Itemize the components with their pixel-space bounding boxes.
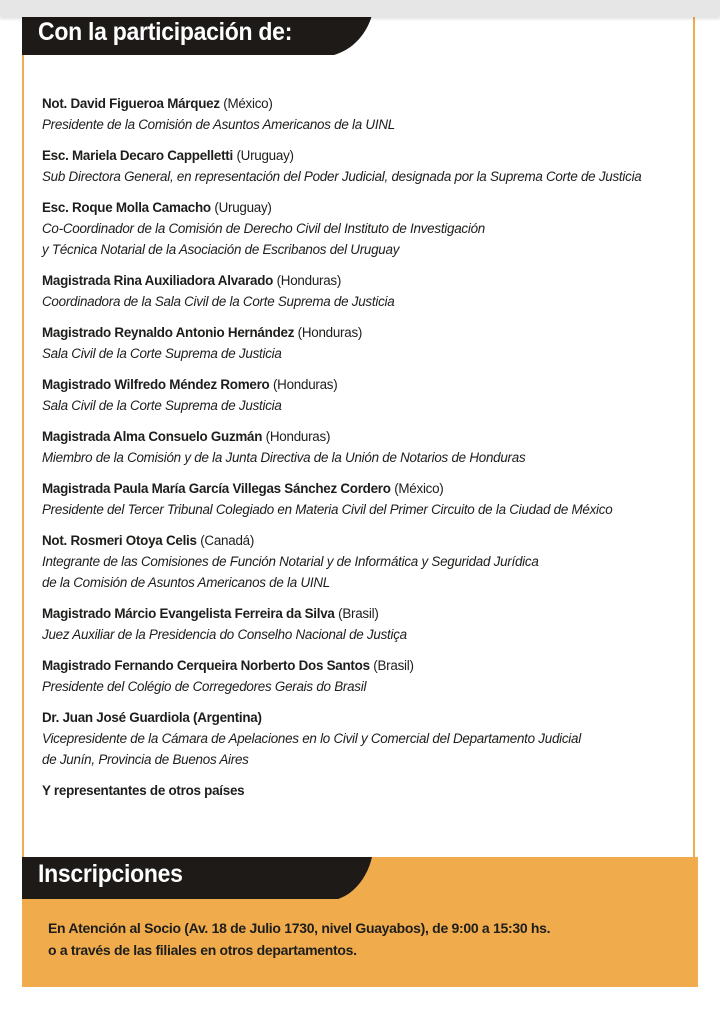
participant-country: (Brasil) [373, 658, 414, 673]
participant-item [42, 530, 692, 593]
participant-role: Coordinadora de la Sala Civil de la Corte Suprema de Justicia [42, 294, 395, 309]
participant-role: Sala Civil de la Corte Suprema de Justicia [42, 346, 282, 361]
participant-country: (México) [223, 96, 273, 111]
participant-country: (Uruguay) [214, 200, 272, 215]
participant-country: (Argentina) [193, 710, 262, 725]
participant-name: Magistrado Márcio Evangelista Ferreira da Silva [42, 606, 335, 621]
participation-title: Con la participación de: [38, 18, 293, 46]
participant-item [42, 374, 692, 416]
participant-name: Magistrada Alma Consuelo Guzmán [42, 429, 263, 444]
participation-header [22, 15, 372, 55]
participant-role: Miembro de la Comisión y de la Junta Directiva de la Unión de Notarios de Honduras [42, 450, 526, 465]
participant-name: Dr. Juan José Guardiola [42, 710, 190, 725]
participant-item [42, 478, 692, 520]
participant-role: Presidente del Colégio de Corregedores Gerais do Brasil [42, 679, 367, 694]
participant-role: y Técnica Notarial de la Asociación de Escribanos del Uruguay [42, 242, 400, 257]
participant-country: (Honduras) [272, 377, 338, 392]
participant-name: Magistrado Wilfredo Méndez Romero [42, 377, 270, 392]
participant-name: Magistrado Fernando Cerqueira Norberto Dos Santos [42, 658, 370, 673]
participant-name: Esc. Roque Molla Camacho [42, 200, 211, 215]
participant-item [42, 322, 692, 364]
participant-role: Integrante de las Comisiones de Función Notarial y de Informática y Seguridad Jurídica [42, 554, 539, 569]
participant-item [42, 426, 692, 468]
participant-role: Sub Directora General, en representación del Poder Judicial, designada por la Suprema Corte de Justicia [42, 169, 642, 184]
inscriptions-title: Inscripciones [38, 860, 183, 888]
participant-role: Juez Auxiliar de la Presidencia do Conselho Nacional de Justiça [42, 627, 407, 642]
participant-item [42, 603, 692, 645]
inscriptions-line: o a través de las filiales en otros departamentos. [48, 942, 357, 958]
participant-role: Co-Coordinador de la Comisión de Derecho Civil del Instituto de Investigación [42, 221, 485, 236]
participant-name: Magistrada Paula María García Villegas Sánchez Cordero [42, 481, 391, 496]
participant-item [42, 93, 692, 135]
participant-country: (Honduras) [265, 429, 331, 444]
top-strip [0, 0, 720, 17]
participant-item [42, 197, 692, 260]
participant-country: (Honduras) [297, 325, 363, 340]
participant-role: Vicepresidente de la Cámara de Apelaciones en lo Civil y Comercial del Departamento Judicial [42, 731, 581, 746]
participant-country: (Canadá) [200, 533, 255, 548]
participant-country: (Uruguay) [236, 148, 294, 163]
inscriptions-line: En Atención al Socio (Av. 18 de Julio 1730, nivel Guayabos), de 9:00 a 15:30 hs. [48, 920, 551, 936]
participant-role: de Junín, Provincia de Buenos Aires [42, 752, 249, 767]
participant-name: Not. Rosmeri Otoya Celis [42, 533, 197, 548]
participant-role: de la Comisión de Asuntos Americanos de la UINL [42, 575, 330, 590]
participant-name: Not. David Figueroa Márquez [42, 96, 220, 111]
participant-item [42, 707, 692, 770]
inscriptions-details [48, 917, 550, 961]
participant-item [42, 270, 692, 312]
participant-role: Presidente del Tercer Tribunal Colegiado en Materia Civil del Primer Circuito de la Ciudad de México [42, 502, 613, 517]
participant-country: (Honduras) [276, 273, 342, 288]
participant-name: Magistrada Rina Auxiliadora Alvarado [42, 273, 274, 288]
participant-role: Presidente de la Comisión de Asuntos Americanos de la UINL [42, 117, 395, 132]
participants-list [42, 93, 692, 801]
participant-role: Sala Civil de la Corte Suprema de Justicia [42, 398, 282, 413]
participant-item [42, 655, 692, 697]
inscriptions-header [22, 857, 372, 899]
participant-item [42, 145, 692, 187]
participant-name: Magistrado Reynaldo Antonio Hernández [42, 325, 295, 340]
closing-note: Y representantes de otros países [42, 783, 245, 798]
participant-country: (México) [394, 481, 444, 496]
participant-country: (Brasil) [338, 606, 379, 621]
participant-name: Esc. Mariela Decaro Cappelletti [42, 148, 233, 163]
